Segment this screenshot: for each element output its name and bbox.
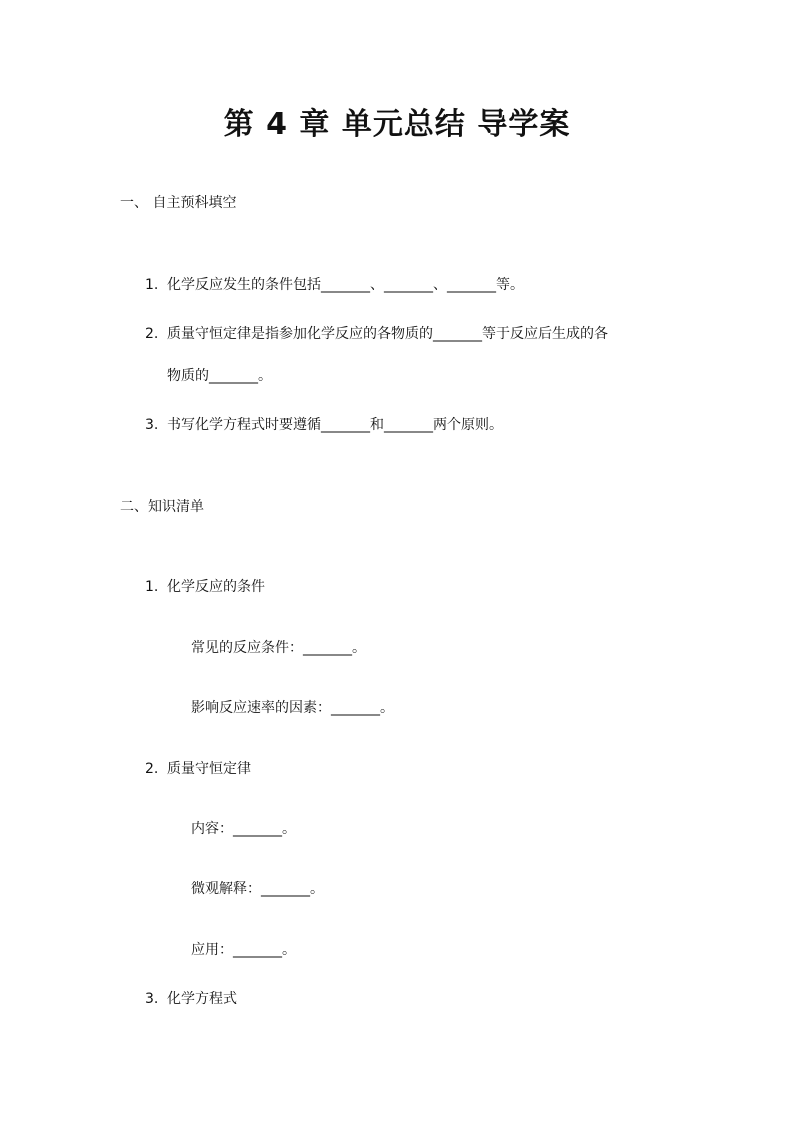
knowledge-subitem: 常见的反应条件：_______。 xyxy=(191,640,366,656)
item-number: 3. xyxy=(145,991,159,1007)
item-text: 书写化学方程式时要遵循_______和_______两个原则。 xyxy=(167,417,503,433)
preview-item-3 xyxy=(145,415,503,435)
item-number: 2. xyxy=(145,326,159,342)
item-text: 质量守恒定律 xyxy=(167,761,251,777)
page-title: 第 4 章 单元总结 导学案 xyxy=(223,107,571,142)
item-text: 质量守恒定律是指参加化学反应的各物质的_______等于反应后生成的各 xyxy=(167,326,608,342)
item-number: 3. xyxy=(145,417,159,433)
item-text: 化学反应发生的条件包括_______、_______、_______等。 xyxy=(167,277,524,293)
item-number: 1. xyxy=(145,277,159,293)
preview-item-1 xyxy=(145,275,524,295)
section-heading-knowledge: 二、知识清单 xyxy=(120,499,204,515)
knowledge-item-2 xyxy=(145,759,251,779)
preview-item-2-continuation: 物质的_______。 xyxy=(167,368,272,384)
item-text: 化学方程式 xyxy=(167,991,237,1007)
knowledge-item-3 xyxy=(145,989,237,1009)
knowledge-subitem: 应用：_______。 xyxy=(191,942,296,958)
section-heading-preview: 一、 自主预科填空 xyxy=(120,195,237,211)
knowledge-subitem: 影响反应速率的因素：_______。 xyxy=(191,700,394,716)
knowledge-subitem: 微观解释：_______。 xyxy=(191,881,324,897)
item-text: 化学反应的条件 xyxy=(167,579,265,595)
item-number: 1. xyxy=(145,579,159,595)
knowledge-item-1 xyxy=(145,577,265,597)
knowledge-subitem: 内容：_______。 xyxy=(191,821,296,837)
preview-item-2 xyxy=(145,324,608,344)
item-number: 2. xyxy=(145,761,159,777)
